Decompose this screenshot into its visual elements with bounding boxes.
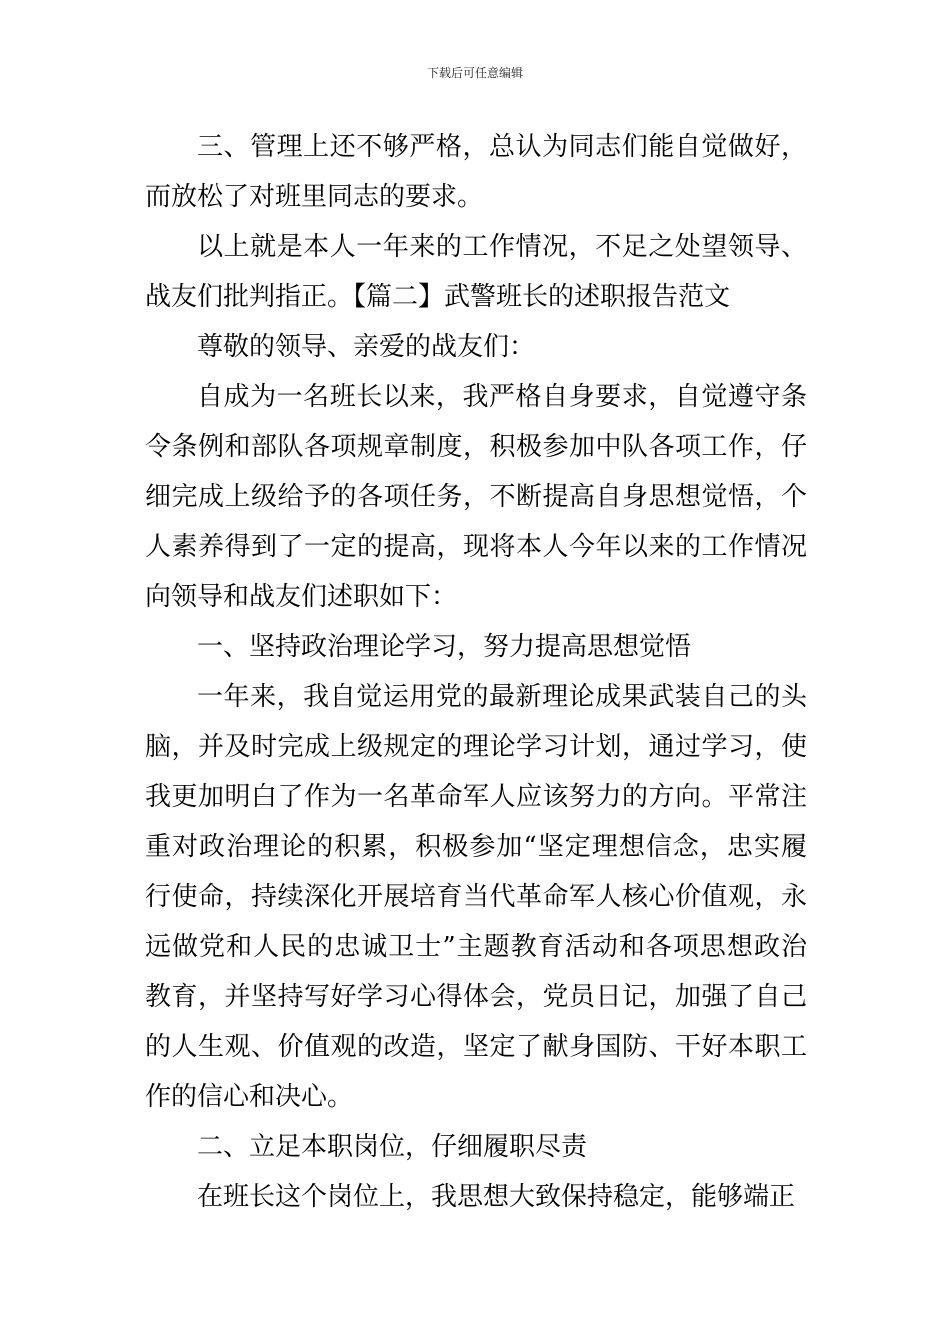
section-heading-political-study: 一、坚持政治理论学习，努力提高思想觉悟 bbox=[197, 632, 692, 662]
section-heading-job-duty: 二、立足本职岗位，仔细履职尽责 bbox=[197, 1132, 588, 1162]
paragraph-political-study: 一年来，我自觉运用党的最新理论成果武装自己的头脑，并及时完成上级规定的理论学习计划，通过学习，使我更加明白了作为一名革命军人应该努力的方向。平常注重对政治理论的积累，积极参加“坚定理想信念，忠实履行使命，持续深化开展培育当代革命军人核心价值观，永远做党和人民的忠诚卫士”主题教育活动和各项思想政治教育，并坚持写好学习心得体会，党员日记，加强了自己的人生观、价值观的改造，坚定了献身国防、干好本职工作的信心和决心。 bbox=[145, 682, 807, 1112]
paragraph-salutation: 尊敬的领导、亲爱的战友们： bbox=[197, 332, 536, 362]
paragraph-management-shortcoming: 三、管理上还不够严格，总认为同志们能自觉做好，而放松了对班里同志的要求。 bbox=[145, 132, 807, 212]
document-body bbox=[145, 122, 807, 1222]
paragraph-closing-and-title: 以上就是本人一年来的工作情况，不足之处望领导、战友们批判指正。【篇二】武警班长的述职报告范文 bbox=[145, 232, 807, 312]
page-header: 下载后可任意编辑 bbox=[426, 66, 523, 80]
paragraph-introduction: 自成为一名班长以来，我严格自身要求，自觉遵守条令条例和部队各项规章制度，积极参加中队各项工作，仔细完成上级给予的各项任务，不断提高自身思想觉悟，个人素养得到了一定的提高，现将本人今年以来的工作情况向领导和战友们述职如下： bbox=[145, 382, 807, 612]
paragraph-job-duty: 在班长这个岗位上，我思想大致保持稳定，能够端正 bbox=[197, 1182, 796, 1212]
